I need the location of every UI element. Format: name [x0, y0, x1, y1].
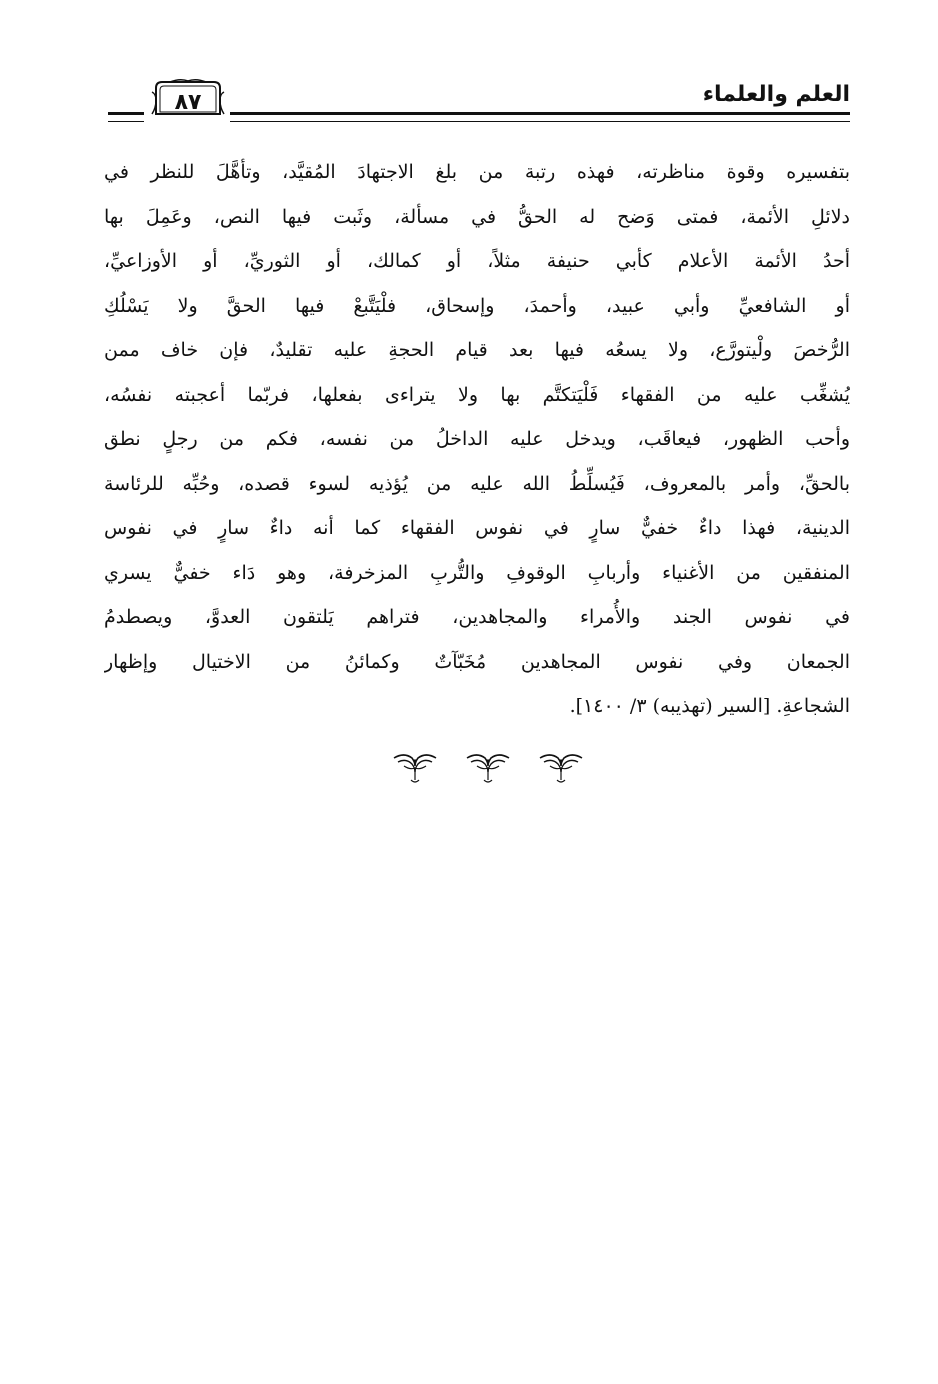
text-line: الرُّخصَ ولْيتورَّع، ولا يسعُه فيها بعد قيام الحجةِ عليه تقليدٌ، فإن خاف ممن	[104, 339, 850, 361]
header-rule	[230, 112, 850, 122]
main-text	[104, 150, 850, 729]
text-line: بتفسيره وقوة مناظرته، فهذه رتبة من بلغ الاجتهادَ المُقيَّد، وتأهَّلَ للنظر في	[104, 161, 850, 183]
book-title: العلم والعلماء	[702, 82, 850, 107]
text-line: في نفوس الجند والأُمراء والمجاهدين، فتراهم يَلتقون العدوَّ، ويصطدمُ	[104, 606, 850, 628]
page-number: ٨٧	[174, 90, 202, 115]
section-end-ornaments	[390, 750, 586, 786]
text-line: المنفقين من الأغنياء وأربابِ الوقوفِ والتُّربِ المزخرفة، وهو دَاء خفيٌّ يسري	[104, 561, 850, 584]
fleuron-icon	[536, 750, 586, 786]
text-line: يُشغِّب عليه من الفقهاء فَلْيَتكتَّم بها ولا يتراءى بفعلها، فربّما أعجبته نفسُه،	[104, 383, 850, 406]
page-number-frame	[150, 78, 226, 120]
text-line: أو الشافعيِّ وأبي عبيد، وأحمدَ، وإسحاق، فلْيَتَّبعْ فيها الحقَّ ولا يَسْلُكِ	[104, 294, 850, 317]
fleuron-icon	[463, 750, 513, 786]
text-line: الجمعان وفي نفوس المجاهدين مُخَبّآتٌ وكمائنُ من الاختيال وإظهار	[104, 650, 850, 673]
text-line: دلائلِ الأئمة، فمتى وَضح له الحقُّ في مسألة، وثَبت فيها النص، وعَمِلَ بها	[104, 205, 850, 228]
text-line: بالحقِّ، وأمر بالمعروف، فَيُسلِّطُ الله عليه من يُؤذيه لسوء قصده، وحُبِّه للرئاسة	[104, 472, 850, 495]
text-line: الدينية، فهذا داءٌ خفيٌّ سارٍ في نفوس الفقهاء كما أنه داءٌ سارٍ في نفوس	[104, 517, 850, 539]
text-line: أحدُ الأئمة الأعلام كأبي حنيفة مثلاً، أو كمالك، أو الثوريِّ، أو الأوزاعيِّ،	[104, 250, 850, 272]
citation-line: الشجاعةِ. [السير (تهذيبه) ٣/ ١٤٠٠].	[569, 695, 850, 717]
text-line: وأحب الظهور، فيعاقَب، ويدخل عليه الداخلُ من نفسه، فكم من رجلٍ نطق	[104, 428, 850, 450]
header-rule-left	[108, 112, 144, 122]
fleuron-icon	[390, 750, 440, 786]
running-header	[108, 72, 850, 128]
